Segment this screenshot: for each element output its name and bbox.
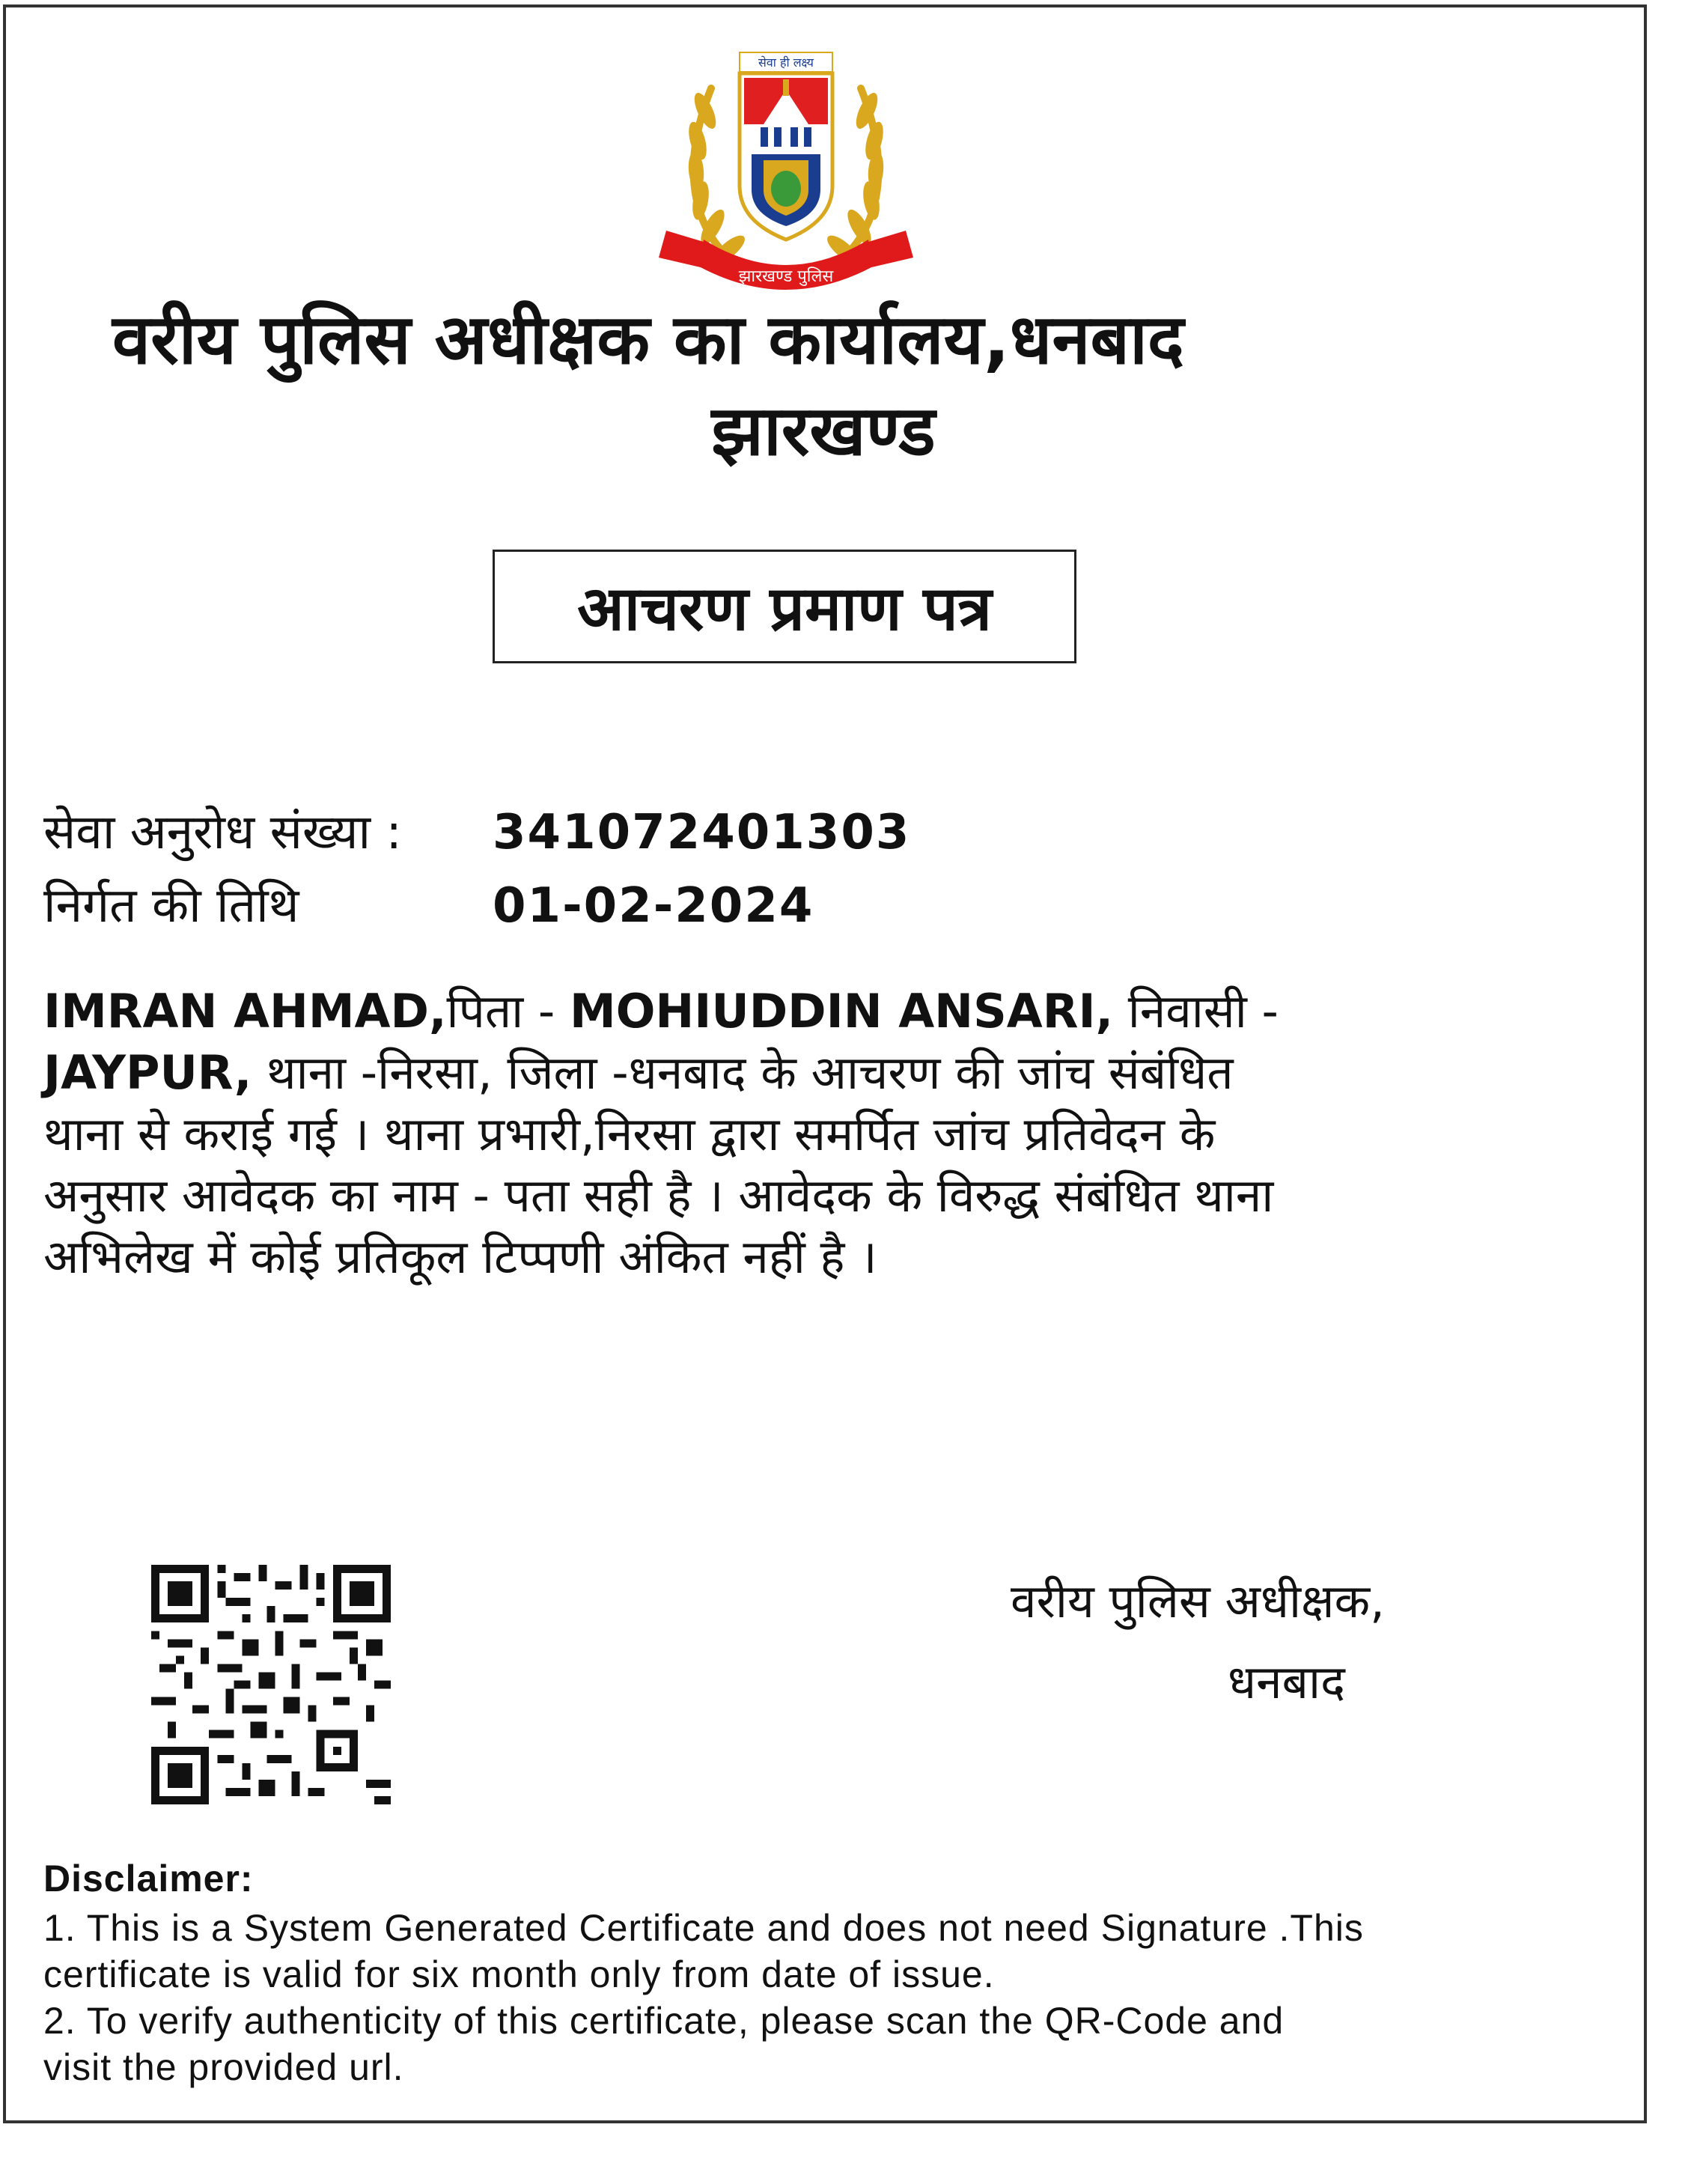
issue-date-label: निर्गत की तिथि [43,878,299,934]
body-line-3: थाना से कराई गई । थाना प्रभारी,निरसा द्वारा समर्पित जांच प्रतिवेदन के [43,1107,1216,1161]
disclaimer-heading: Disclaimer: [43,1858,254,1899]
request-number-value: 341072401303 [493,805,911,860]
certificate-body [43,981,1600,1288]
father-name: MOHIUDDIN ANSARI, [570,984,1114,1038]
disclaimer-item1-line1: 1. This is a System Generated Certificate and does not need Signature .This [43,1907,1364,1949]
body-line-2-rest: थाना -निरसा, जिला -धनबाद के आचरण की जांच संबंधित [252,1045,1234,1100]
office-title-line1: वरीय पुलिस अधीक्षक का कार्यालय,धनबाद [112,299,1184,380]
body-line-4: अनुसार आवेदक का नाम - पता सही है । आवेदक के विरुद्ध संबंधित थाना [43,1168,1274,1223]
office-title-line2: झारखण्ड [711,391,936,471]
disclaimer-item1-line2: certificate is valid for six month only from date of issue. [43,1953,995,1995]
request-number-row [43,805,911,860]
disclaimer-item2-line1: 2. To verify authenticity of this certificate, please scan the QR-Code and [43,2000,1285,2042]
disclaimer-item2-line2: visit the provided url. [43,2046,404,2088]
emblem-ribbon-text: झारखण्ड पुलिस [738,267,834,286]
qr-code-icon[interactable] [151,1565,391,1804]
village-name: JAYPUR, [43,1045,252,1100]
signatory-location: धनबाद [1228,1655,1345,1709]
body-line-5: अभिलेख में कोई प्रतिकूल टिप्पणी अंकित नहीं है । [43,1229,877,1284]
issue-date-row [43,878,814,934]
request-number-label: सेवा अनुरोध संख्या : [43,805,402,860]
applicant-name: IMRAN AHMAD, [43,984,447,1038]
body-line-2 [43,1042,1600,1104]
disclaimer [43,1855,1600,2090]
issue-date-value: 01-02-2024 [493,878,814,934]
signatory-designation: वरीय पुलिस अधीक्षक, [1011,1574,1385,1628]
body-line-1 [43,981,1600,1042]
resident-label: निवासी - [1113,984,1279,1038]
jharkhand-police-emblem-icon [651,43,921,313]
emblem-motto: सेवा ही लक्ष्य [758,55,814,70]
father-label: पिता - [446,984,570,1038]
certificate-title: आचरण प्रमाण पत्र [493,550,1076,663]
